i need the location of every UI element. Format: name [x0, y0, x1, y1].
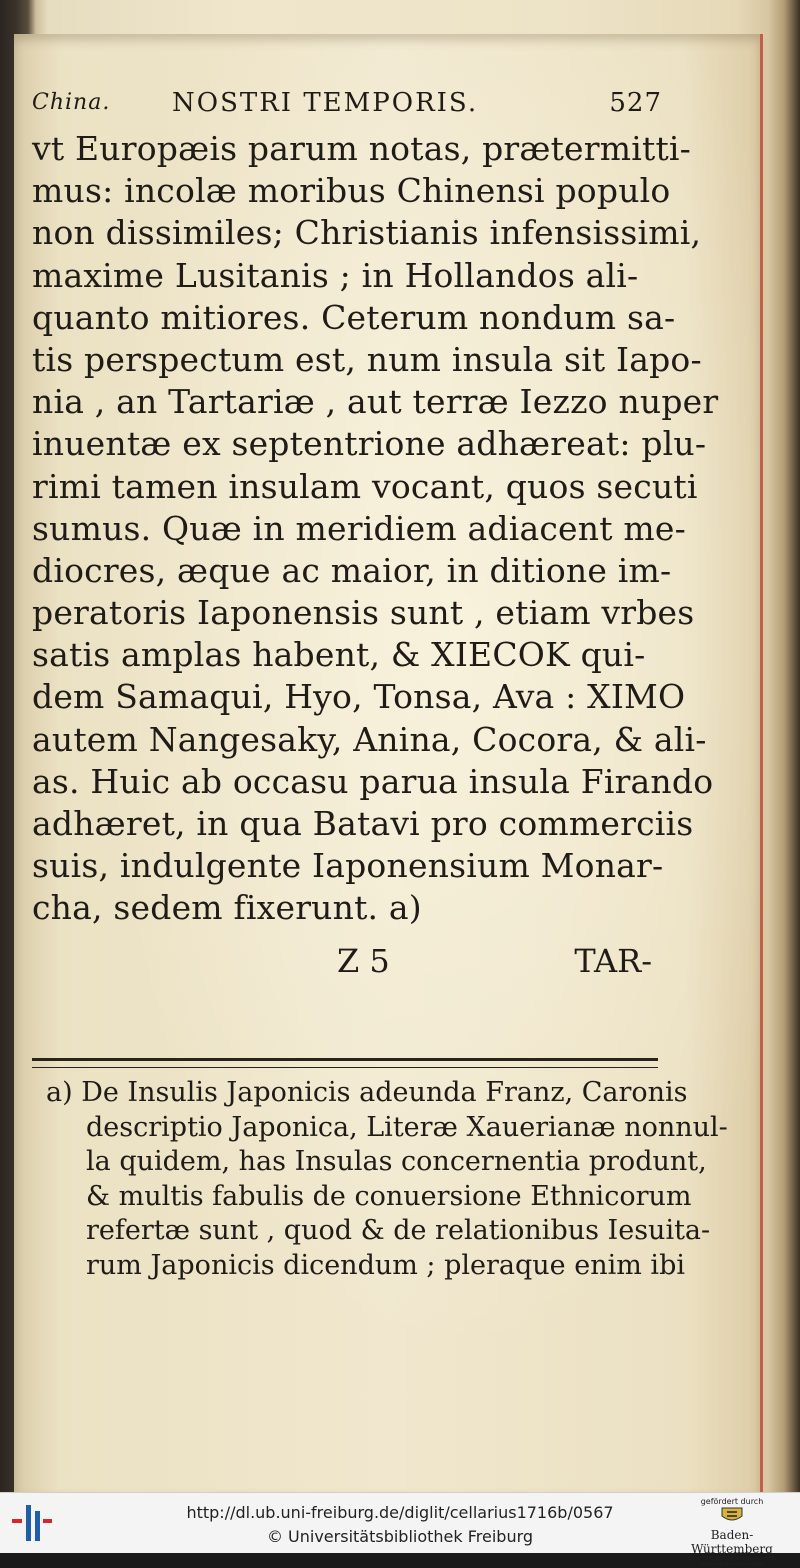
footer-bar [0, 1492, 800, 1568]
body-line: sumus. Quæ in meridiem adiacent me- [32, 508, 686, 548]
body-line: suis, indulgente Iaponensium Monar- [32, 846, 664, 886]
sponsor-block [672, 1497, 792, 1568]
footnote-line: rum Japonicis dicendum ; pleraque enim ibi [86, 1249, 685, 1281]
body-line: autem Nangesaky, Anina, Cocora, & ali- [32, 719, 707, 759]
body-line: maxime Lusitanis ; in Hollandos ali- [32, 255, 639, 295]
body-line: cha, sedem fixerunt. a) [32, 888, 422, 928]
body-text [32, 128, 719, 930]
body-line: non dissimiles; Christianis infensissimi, [32, 213, 702, 253]
body-line: adhæret, in qua Batavi pro commerciis [32, 804, 694, 843]
body-line: rimi tamen insulam vocant, quos secuti [32, 466, 698, 506]
sponsor-label: gefördert durch [700, 1497, 764, 1506]
body-line: peratoris Iaponensis sunt , etiam vrbes [32, 593, 695, 633]
catchword: TAR- [574, 941, 652, 980]
footnote-block [46, 1076, 728, 1283]
sponsor-subtitle: MINISTERIUM FÜR WISSENSCHAFT, FORSCHUNG UND KUNST [688, 1556, 776, 1568]
signature-line [32, 936, 662, 984]
signature-mark: Z 5 [337, 941, 390, 980]
footnote-line: refertæ sunt , quod & de relationibus Iesuita- [86, 1215, 711, 1246]
body-line: inuentæ ex septentrione adhæreat: plu- [32, 424, 707, 464]
body-line: mus: incolæ moribus Chinensi populo [32, 171, 671, 211]
running-header [32, 84, 662, 128]
header-left: China. [32, 90, 111, 115]
footer-url[interactable]: http://dl.ub.uni-freiburg.de/diglit/cellarius1716b/0567 [186, 1503, 614, 1522]
body-line: vt Europæis parum notas, prætermitti- [32, 129, 692, 168]
sponsor-name: Baden-Württemberg [691, 1528, 773, 1556]
crest-icon [719, 1506, 745, 1524]
footer-copyright: © Universitätsbibliothek Freiburg [266, 1527, 534, 1546]
body-line: diocres, æque ac maior, in ditione im- [32, 550, 672, 590]
body-line: nia , an Tartariæ , aut terræ Iezzo nuper [32, 382, 719, 422]
footnote-line: descriptio Japonica, Literæ Xauerianæ nonnul- [86, 1111, 728, 1143]
body-line: as. Huic ab occasu parua insula Firando [32, 761, 714, 801]
body-line: tis perspectum est, num insula sit Iapo- [32, 339, 702, 379]
book-page [14, 34, 763, 1492]
page-number: 527 [609, 88, 662, 118]
body-line: quanto mitiores. Ceterum nondum sa- [32, 297, 676, 337]
footnote-line: la quidem, has Insulas concernentia produnt, [86, 1146, 707, 1177]
footnote-line: a) De Insulis Japonicis adeunda Franz, Caronis [46, 1077, 688, 1108]
footnote-line: & multis fabulis de conuersione Ethnicorum [86, 1180, 692, 1212]
body-line: satis amplas habent, & XIECOK qui- [32, 635, 646, 675]
header-title: NOSTRI TEMPORIS. [172, 88, 479, 118]
body-line: dem Samaqui, Hyo, Tonsa, Ava : XIMO [32, 677, 686, 717]
footnote-rule [32, 1058, 658, 1068]
page-text-block [32, 84, 719, 984]
